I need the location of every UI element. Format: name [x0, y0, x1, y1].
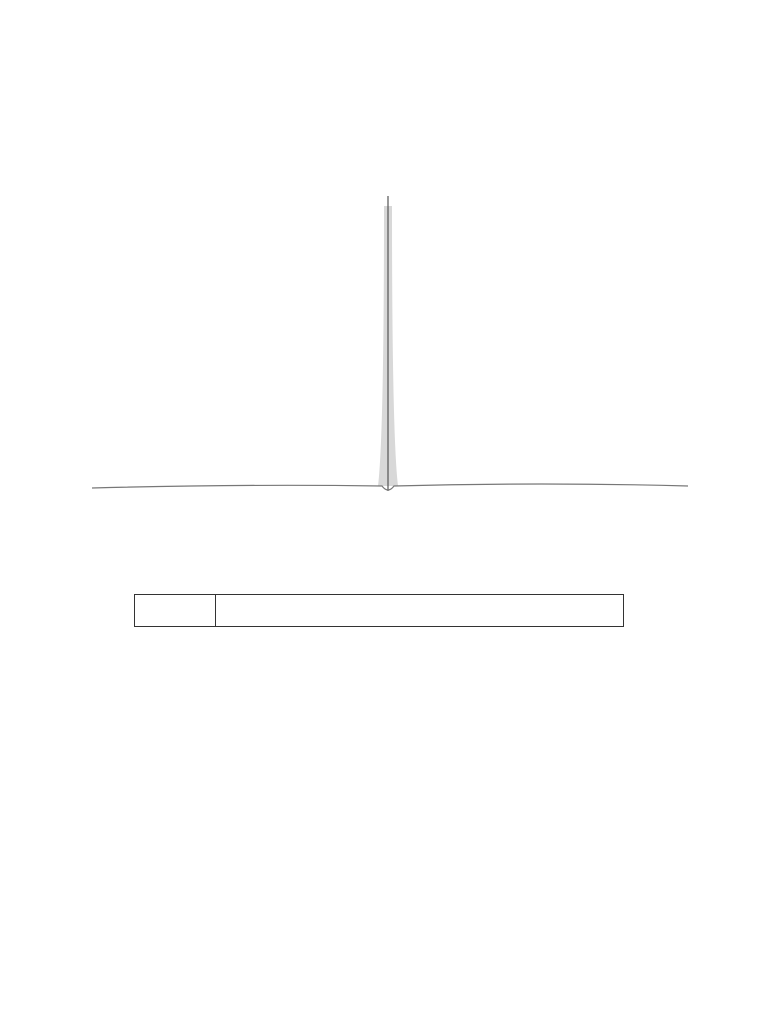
- table-header-row: [135, 595, 624, 627]
- header-isian: [216, 595, 624, 627]
- register-kohort-bayi-image: [92, 186, 688, 496]
- header-kolom: [135, 595, 216, 627]
- kolom-isian-table: [134, 594, 624, 627]
